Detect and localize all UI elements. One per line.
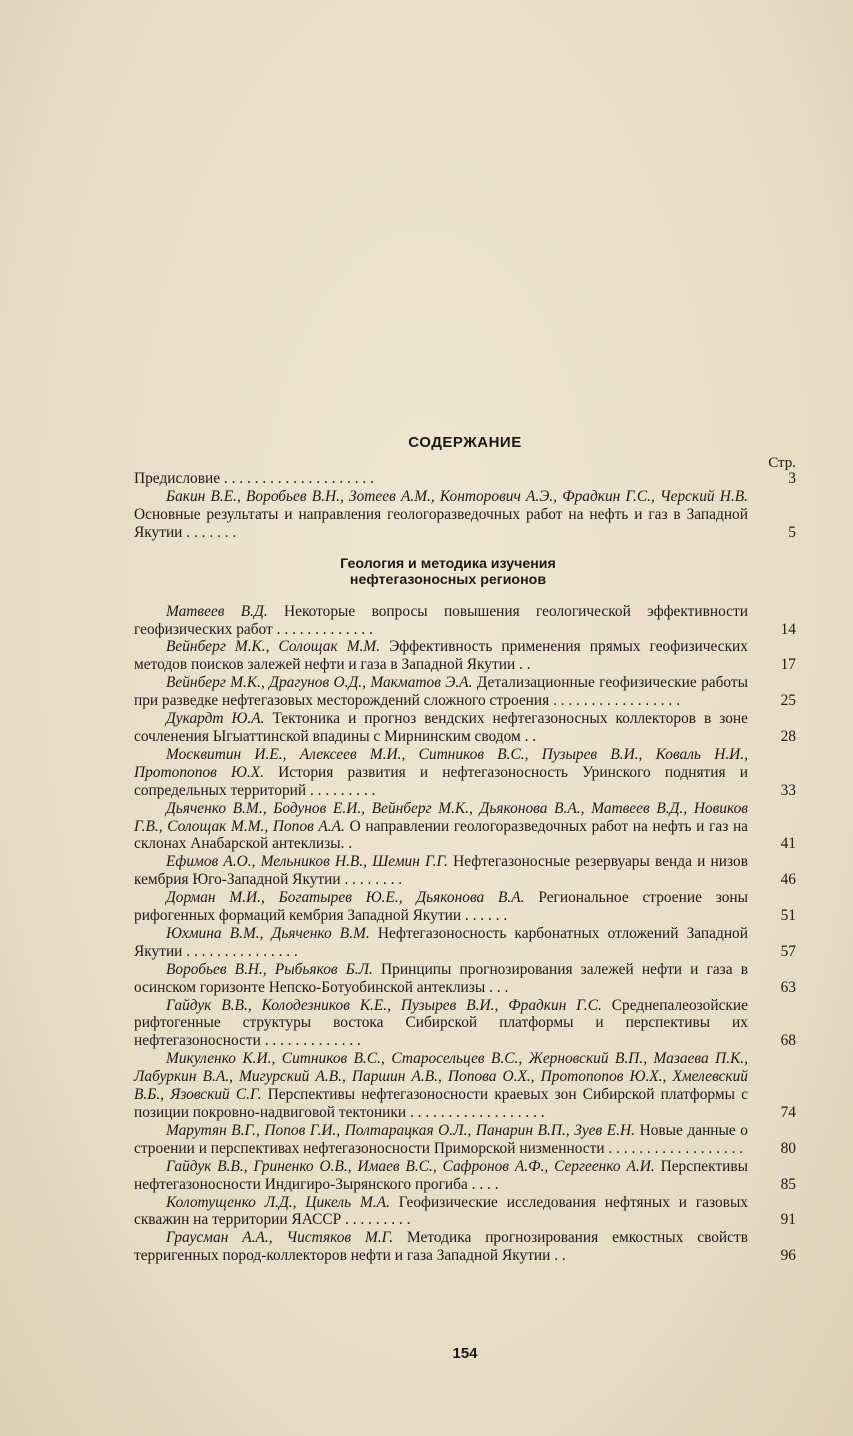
toc-entry[interactable]: [134, 710, 796, 746]
toc-entry-page: 25: [780, 692, 796, 710]
toc-entry-title: Основные результаты и направления геологоразведочных работ на нефть и газ в Западной Якутии . . . . . . .: [134, 505, 748, 541]
toc-entry-text: [134, 746, 762, 800]
toc-entry-page: 63: [780, 978, 796, 996]
toc-entry-title: Новые данные о строении и перспективах нефтегазоносности Приморской низменности . . . . . . . . . . . . . . . . . .: [134, 1121, 748, 1157]
toc-entry-authors: Матвеев В.Д.: [166, 602, 268, 620]
page-number: 154: [452, 1345, 478, 1362]
toc-entry-text: [134, 710, 762, 746]
toc-entry-title: Эффективность применения прямых геофизических методов поисков залежей нефти и газа в Западной Якутии . .: [134, 638, 748, 674]
toc-entry-authors: Москвитин И.Е., Алексеев М.И., Ситников В.С., Пузырев В.И., Коваль Н.И., Протопопов Ю.Х.: [134, 745, 748, 781]
section-title: [134, 556, 796, 589]
toc-entry-text: [134, 1194, 762, 1230]
toc-entry[interactable]: [134, 638, 796, 674]
toc-entry[interactable]: [134, 1050, 796, 1122]
page-column-label: Стр.: [768, 455, 796, 471]
toc-entry-authors: Вейнберг М.К., Драгунов О.Д., Макматов Э.А.: [166, 674, 473, 692]
toc-entry-title: О направлении геологоразведочных работ на нефть и газ на склонах Анабарской антеклизы. .: [134, 817, 749, 853]
section-entry-list: [134, 603, 796, 1266]
toc-entry-page: 96: [780, 1247, 796, 1265]
section-title-line: нефтегазоносных регионов: [349, 572, 547, 589]
toc-entry-title: Геофизические исследования нефтяных и газовых скважин на территории ЯАССР . . . . . . . . .: [134, 1193, 748, 1229]
toc-entry-authors: Граусман А.А., Чистяков М.Г.: [166, 1229, 394, 1247]
toc-entry-page: 74: [780, 1104, 796, 1121]
toc-entry-title: Предисловие . . . . . . . . . . . . . . . . . . . .: [134, 470, 374, 487]
toc-entry[interactable]: [134, 1158, 796, 1194]
toc-entry-authors: Колотущенко Л.Д., Цикель М.А.: [166, 1193, 390, 1211]
toc-entry-authors: Юхмина В.М., Дьяченко В.М.: [166, 924, 370, 942]
toc-entry[interactable]: [134, 488, 796, 542]
toc-entry-title: Региональное строение зоны рифогенных формаций кембрия Западной Якутии . . . . . .: [134, 889, 748, 925]
toc-entry-title: Детализационные геофизические работы при разведке нефтегазовых месторождений сложного строения . . . . . . . . . . . . . . . . .: [134, 674, 748, 710]
toc-entry-text: [134, 1158, 762, 1194]
toc-entry-text: [134, 1050, 762, 1122]
toc-entry-title: Тектоника и прогноз вендских нефтегазоносных коллекторов в зоне сочленения Ыгыаттинской впадины с Мирнинским сводом . .: [134, 710, 748, 745]
toc-entry-text: [134, 674, 762, 710]
toc-entry-page: 68: [780, 1032, 796, 1050]
toc-entry[interactable]: [134, 961, 796, 997]
toc-entry-title: Среднепалеозойские рифтогенные структуры востока Сибирской платформы и перспективы их нефтегазоносности . . . . . . . . . . . . .: [134, 996, 748, 1050]
table-of-contents: [134, 470, 796, 1265]
toc-entry-text: [134, 470, 762, 488]
toc-entry-title: История развития и нефтегазоносность Уринского поднятия и сопредельных территорий . . . . . . . . .: [134, 763, 748, 799]
toc-entry-text: [134, 800, 762, 854]
toc-entry-title: Нефтегазоносные резервуары венда и низов кембрия Юго-Западной Якутии . . . . . . . .: [134, 853, 748, 889]
toc-entry[interactable]: [134, 997, 796, 1051]
toc-entry-authors: Вейнберг М.К., Солощак М.М.: [166, 638, 381, 656]
toc-entry[interactable]: [134, 925, 796, 961]
toc-entry-page: 5: [788, 523, 796, 541]
toc-entry-text: [134, 889, 762, 925]
toc-entry[interactable]: [134, 1194, 796, 1230]
toc-entry-title: Перспективы нефтегазоносности краевых зон Сибирской платформы с позиции покровно-надвиговой тектоники . . . . . . . . . . . . . . . . . .: [134, 1086, 748, 1121]
toc-entry-authors: Дорман М.И., Богатырев Ю.Е., Дьяконова В.А.: [166, 889, 525, 907]
toc-entry-authors: Бакин В.Е., Воробьев В.Н., Зотеев А.М., Конторович А.Э., Фрадкин Г.С., Черский Н.В.: [166, 487, 748, 505]
toc-entry-text: [134, 961, 762, 997]
toc-entry[interactable]: [134, 800, 796, 854]
toc-entry-page: 85: [780, 1175, 796, 1193]
toc-entry-authors: Гайдук В.В., Гриненко О.В., Имаев В.С., Сафронов А.Ф., Сергеенко А.И.: [166, 1157, 655, 1175]
toc-entry-title: Некоторые вопросы повышения геологической эффективности геофизических работ . . . . . . . . . . . . .: [134, 602, 748, 638]
toc-entry-page: 41: [780, 835, 796, 853]
toc-entry-title: Перспективы нефтегазоносности Индигиро-Зырянского прогиба . . . .: [134, 1157, 748, 1193]
toc-entry[interactable]: [134, 853, 796, 889]
toc-entry-authors: Гайдук В.В., Колодезников К.Е., Пузырев В.И., Фрадкин Г.С.: [166, 996, 602, 1014]
toc-entry-page: 51: [780, 907, 796, 925]
toc-entry-page: 3: [788, 470, 796, 487]
toc-entry-page: 33: [780, 781, 796, 799]
toc-entry-page: 91: [780, 1211, 796, 1229]
toc-entry-title: Нефтегазоносность карбонатных отложений Западной Якутии . . . . . . . . . . . . . . .: [134, 924, 748, 960]
toc-entry-text: [134, 853, 762, 889]
toc-entry[interactable]: [134, 1229, 796, 1265]
toc-entry-text: [134, 488, 762, 542]
toc-entry-page: 80: [780, 1139, 796, 1157]
toc-entry[interactable]: [134, 1122, 796, 1158]
toc-entry-text: [134, 1229, 762, 1265]
toc-entry-page: 57: [780, 942, 796, 960]
toc-entry-authors: Ефимов А.О., Мельников Н.В., Шемин Г.Г.: [166, 853, 448, 871]
toc-entry[interactable]: [134, 746, 796, 800]
toc-entry[interactable]: [134, 674, 796, 710]
toc-entry-page: 46: [780, 871, 796, 889]
toc-entry-text: [134, 925, 762, 961]
toc-entry-text: [134, 1122, 762, 1158]
toc-entry-preface[interactable]: [134, 470, 796, 488]
contents-heading: СОДЕРЖАНИЕ: [408, 434, 522, 451]
toc-entry-authors: Воробьев В.Н., Рыбьяков Б.Л.: [166, 960, 373, 978]
toc-entry-title: Методика прогнозирования емкостных свойств терригенных пород-коллекторов нефти и газа Западной Якутии . .: [134, 1229, 748, 1265]
toc-entry-authors: Марутян В.Г., Попов Г.И., Полтарацкая О.Л., Панарин В.П., Зуев Е.Н.: [166, 1121, 635, 1139]
toc-entry-authors: Микуленко К.И., Ситников В.С., Старосельцев В.С., Жерновский В.П., Мазаева П.К., Лабуркин В.А., Мигурский А.В., Паршин А.В., Попова О.Х., Протопопов Ю.Х., Хмелевский В.Б., Язовский С.Г.: [134, 1050, 748, 1104]
section-title-line: Геология и методика изучения: [340, 555, 556, 572]
toc-entry-authors: Дукардт Ю.А.: [166, 710, 265, 728]
toc-entry-title: Принципы прогнозирования залежей нефти и газа в осинском горизонте Непско-Ботуобинской антеклизы . . .: [134, 960, 748, 996]
toc-entry[interactable]: [134, 889, 796, 925]
toc-entry-page: 17: [780, 656, 796, 674]
toc-entry[interactable]: [134, 603, 796, 639]
toc-entry-text: [134, 638, 762, 674]
toc-entry-authors: Дьяченко В.М., Бодунов Е.И., Вейнберг М.К., Дьяконова В.А., Матвеев В.Д., Новиков Г.В., Солощак М.М., Попов А.А.: [134, 799, 748, 835]
toc-entry-page: 28: [780, 727, 796, 745]
toc-entry-text: [134, 603, 762, 639]
toc-entry-text: [134, 997, 762, 1051]
toc-entry-page: 14: [780, 620, 796, 638]
